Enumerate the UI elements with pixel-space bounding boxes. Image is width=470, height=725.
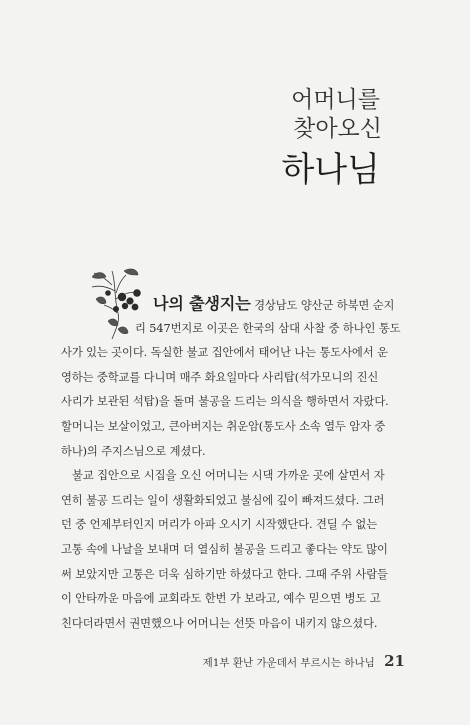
text-line: 불교 집안으로 시집을 오신 어머니는 시댁 가까운 곳에 살면서 자 (72, 469, 385, 483)
lead-phrase: 나의 출생지는 (153, 294, 251, 313)
text-line: 영하는 중학교를 다니며 매주 화요일마다 사리탑(석가모니의 진신 (61, 370, 379, 384)
text-line: 써 보았지만 고통은 더욱 심하기만 하셨다고 한다. 그때 주위 사람들 (61, 567, 388, 581)
text-line: 리 547번지로 이곳은 한국의 삼대 사찰 중 하나인 통도 (135, 321, 401, 335)
text-line: 사리가 보관된 석탑)을 돌며 불공을 드리는 의식을 행하면서 자랐다. (61, 395, 389, 409)
chapter-title-line2: 찾아오신 (293, 116, 382, 142)
text-line: 하나)의 주지스님으로 계셨다. (61, 444, 206, 458)
text-line: 친다더라면서 권면했으나 어머니는 선뜻 마음이 내키지 않으셨다. (61, 616, 378, 630)
text-line: 이 안타까운 마음에 교회라도 한번 가 보라고, 예수 믿으면 병도 고 (61, 592, 381, 606)
chapter-title-line3: 하나님 (281, 150, 380, 190)
text-line: 던 중 언제부터인지 머리가 아파 오시기 시작했단다. 견딜 수 없는 (61, 518, 378, 532)
body-text (61, 292, 401, 636)
text-span: 경상남도 양산군 하북면 순지 (254, 299, 395, 312)
page-footer (0, 652, 405, 670)
text-line (61, 292, 401, 317)
chapter-title-line1: 어머니를 (291, 87, 380, 113)
text-line: 연히 불공 드리는 일이 생활화되었고 불심에 깊이 빠져드셨다. 그러 (61, 493, 385, 507)
page-number: 21 (384, 652, 405, 670)
text-line: 할머니는 보살이었고, 큰아버지는 취운암(통도사 소속 열두 암자 중 (61, 419, 386, 433)
text-line: 사가 있는 곳이다. 독실한 불교 집안에서 태어난 나는 통도사에서 운 (61, 346, 388, 360)
text-line: 고통 속에 나날을 보내며 더 열심히 불공을 드리고 좋다는 약도 많이 (61, 542, 388, 556)
chapter-title (281, 86, 382, 192)
running-head: 제1부 환난 가운데서 부르시는 하나님 (202, 657, 375, 669)
